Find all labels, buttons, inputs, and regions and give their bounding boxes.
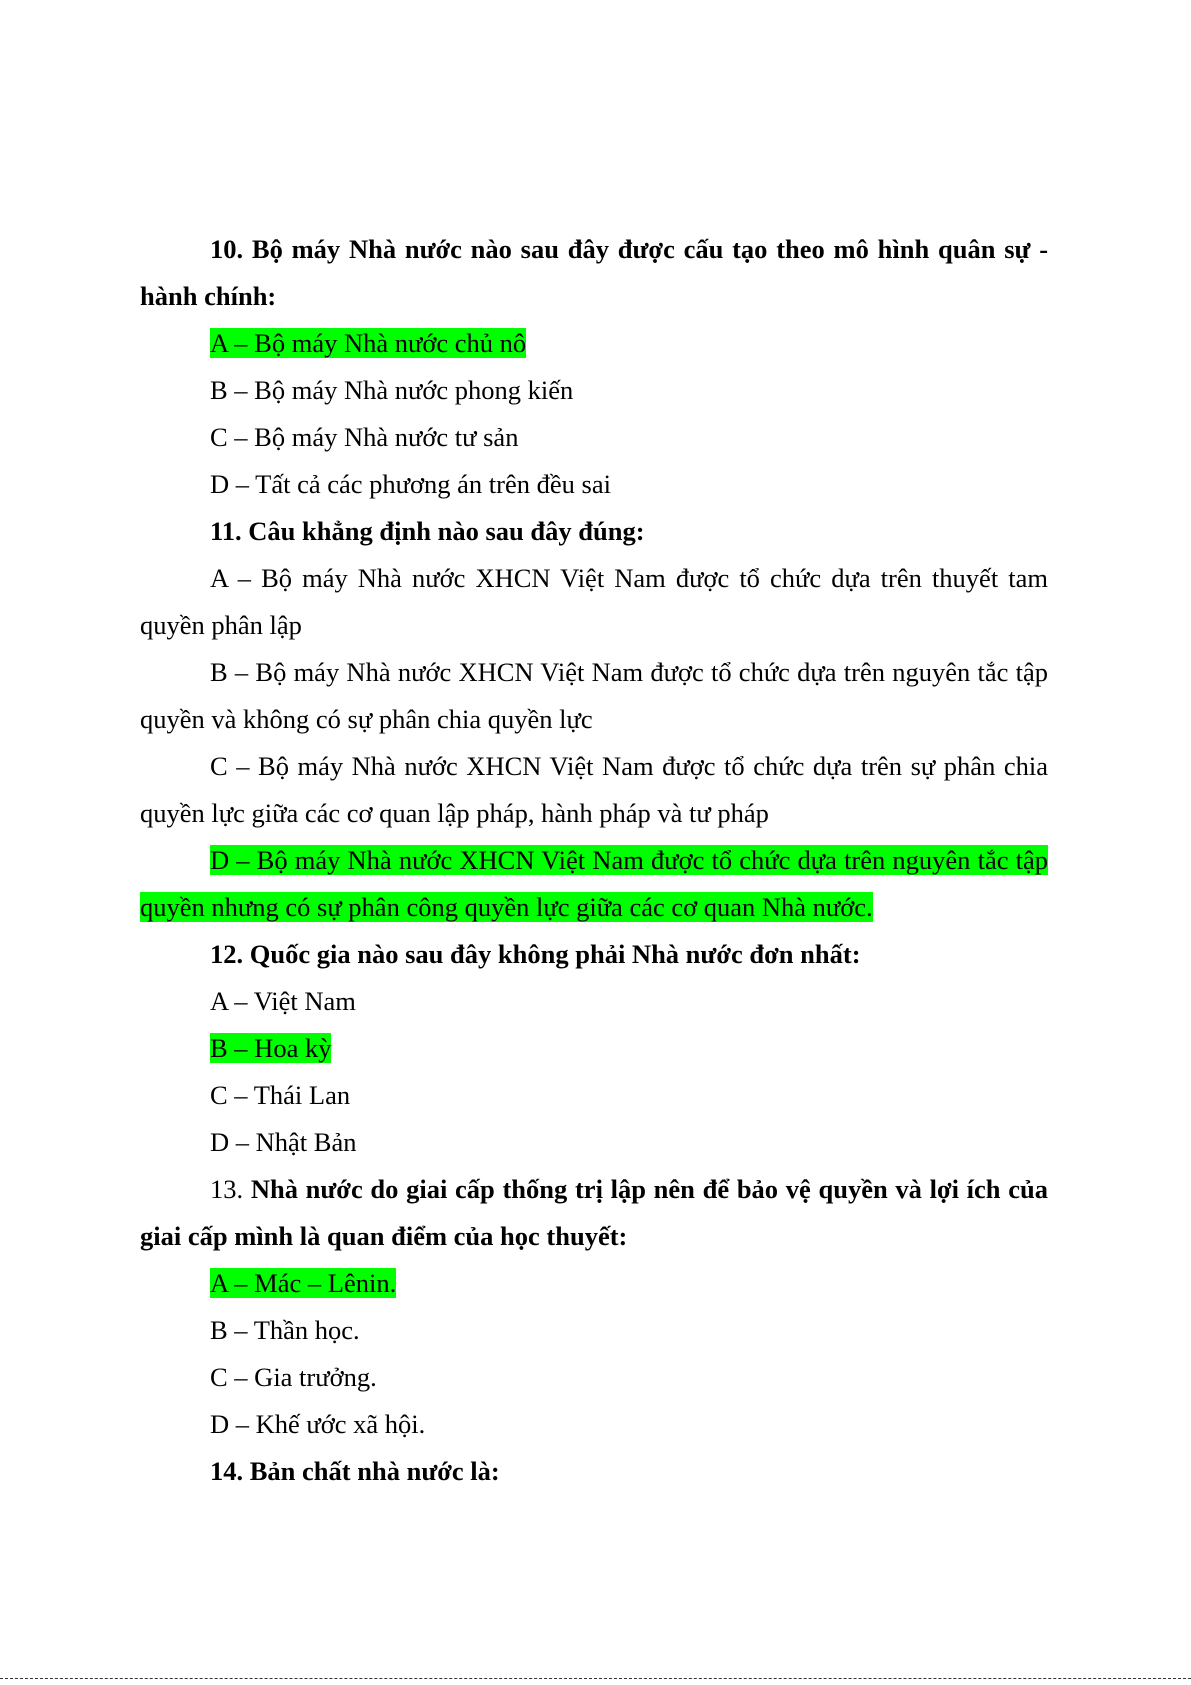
question-10-option-c: C – Bộ máy Nhà nước tư sản [210,422,519,452]
page-footer-divider [0,1678,1191,1679]
question-10-option-b: B – Bộ máy Nhà nước phong kiến [210,375,574,405]
question-12-option-c: C – Thái Lan [210,1080,351,1110]
highlighted-answer: D – Bộ máy Nhà nước XHCN Việt Nam được tổ chức dựa trên nguyên tắc tập quyền nhưng có sự phân công quyền lực giữa các cơ quan Nhà nước. [140,845,1048,922]
question-text: Nhà nước do giai cấp thống trị lập nên để bảo vệ quyền và lợi ích của giai cấp mình là quan điểm của học thuyết: [140,1174,1048,1251]
question-text: Câu khẳng định nào sau đây đúng: [248,516,645,546]
highlighted-answer: B – Hoa kỳ [210,1033,332,1063]
question-11-option-b: B – Bộ máy Nhà nước XHCN Việt Nam được tổ chức dựa trên nguyên tắc tập quyền và không có sự phân chia quyền lực [140,657,1048,734]
question-11-option-a: A – Bộ máy Nhà nước XHCN Việt Nam được tổ chức dựa trên thuyết tam quyền phân lập [140,563,1048,640]
question-12-option-d: D – Nhật Bản [210,1127,357,1157]
question-12-heading [140,931,1048,978]
question-13-option-a [140,1260,1048,1307]
question-13-option-b: B – Thần học. [210,1315,360,1345]
question-12-option-b [140,1025,1048,1072]
question-number: 12. [210,939,250,969]
question-number: 14. [210,1456,250,1486]
question-text: Bộ máy Nhà nước nào sau đây được cấu tạo theo mô hình quân sự - hành chính: [140,234,1049,311]
question-text: Bản chất nhà nước là: [249,1456,500,1486]
question-10-option-a [140,320,1048,367]
question-10-option-d: D – Tất cả các phương án trên đều sai [210,469,611,499]
document-page [140,226,1048,1495]
question-11-option-c: C – Bộ máy Nhà nước XHCN Việt Nam được tổ chức dựa trên sự phân chia quyền lực giữa các cơ quan lập pháp, hành pháp và tư pháp [140,751,1048,828]
question-number: 13. [210,1174,251,1204]
question-number: 11. [210,516,249,546]
highlighted-answer: A – Mác – Lênin. [210,1268,397,1298]
question-11-heading [140,508,1048,555]
question-11-option-d [140,837,1048,931]
question-text: Quốc gia nào sau đây không phải Nhà nước đơn nhất: [249,939,861,969]
question-number: 10. [210,234,252,264]
question-10-heading [140,226,1048,320]
question-13-option-c: C – Gia trưởng. [210,1362,377,1392]
question-13-option-d: D – Khế ước xã hội. [210,1409,426,1439]
question-12-option-a: A – Việt Nam [210,986,356,1016]
question-14-heading [140,1448,1048,1495]
highlighted-answer: A – Bộ máy Nhà nước chủ nô [210,328,527,358]
question-13-heading [140,1166,1048,1260]
